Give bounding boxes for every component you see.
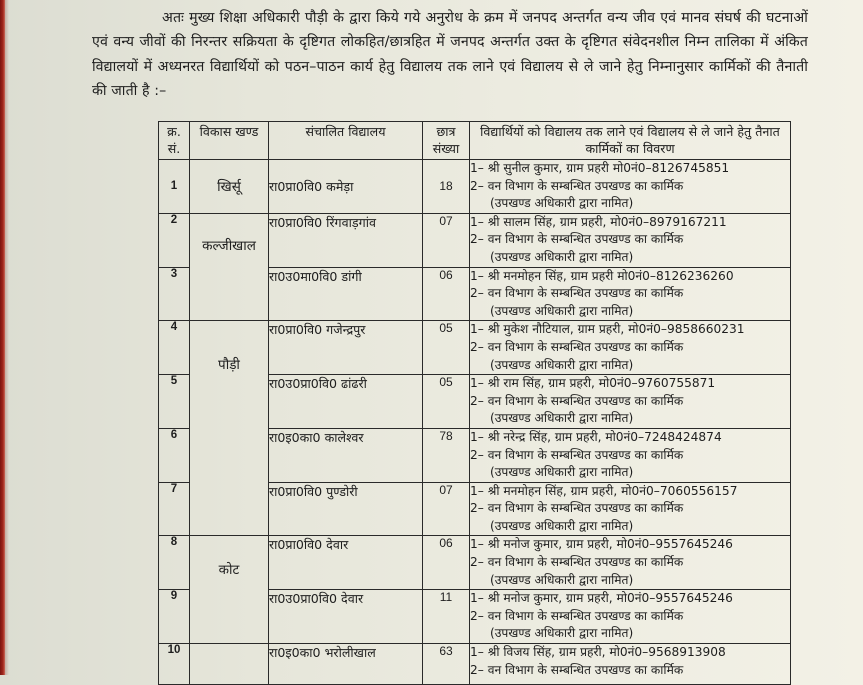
table-row [159,536,791,590]
block-name [190,644,269,685]
staff-details [470,213,791,267]
serial-number: 2 [159,213,190,267]
serial-number: 5 [159,375,190,429]
staff-line-3: (उपखण्ड अधिकारी द्वारा नामित) [490,411,634,426]
school-name: रा0उ0प्रा0वि0 ढांढरी [269,375,423,429]
staff-line-1: 1– श्री मनोज कुमार, ग्राम प्रहरी, मो0नं0–9557645246 [470,537,733,552]
student-count: 06 [423,536,470,590]
student-count: 07 [423,482,470,536]
header-student-count: छात्र संख्या [423,122,470,160]
staff-line-3: (उपखण्ड अधिकारी द्वारा नामित) [490,303,634,318]
staff-line-1: 1– श्री सालम सिंह, ग्राम प्रहरी, मो0नं0–8979167211 [470,214,727,229]
block-name: खिर्सू [190,160,269,214]
staff-line-2: 2– वन विभाग के सम्बन्धित उपखण्ड का कार्मिक [470,662,684,677]
school-name: रा0प्रा0वि0 पुण्डोरी [269,482,423,536]
table-row [159,321,791,375]
student-count: 11 [423,590,470,644]
school-name: रा0उ0मा0वि0 डांगी [269,267,423,321]
block-name: पौड़ी [190,321,269,536]
header-staff-details: विद्यार्थियों को विद्यालय तक लाने एवं विद्यालय से ले जाने हेतु तैनात कार्मिकों का विवरण [470,122,791,160]
staff-line-1: 1– श्री विजय सिंह, ग्राम प्रहरी, मो0नं0–9568913908 [470,645,726,660]
school-name: रा0प्रा0वि0 रिंगवाड़गांव [269,213,423,267]
staff-details [470,267,791,321]
student-count: 05 [423,321,470,375]
staff-line-1: 1– श्री राम सिंह, ग्राम प्रहरी, मो0नं0–9760755871 [470,376,716,391]
school-name: रा0इ0का0 भरोलीखाल [269,644,423,685]
school-name: रा0प्रा0वि0 देवार [269,536,423,590]
serial-number: 10 [159,644,190,685]
staff-line-1: 1– श्री मनमोहन सिंह, ग्राम प्रहरी मो0नं0–8126236260 [470,268,734,283]
staff-line-1: 1– श्री सुनील कुमार, ग्राम प्रहरी मो0नं0–8126745851 [470,161,730,175]
school-name: रा0प्रा0वि0 गजेन्द्रपुर [269,321,423,375]
serial-number: 8 [159,536,190,590]
staff-details [470,590,791,644]
staff-details [470,536,791,590]
staff-line-2: 2– वन विभाग के सम्बन्धित उपखण्ड का कार्मिक [470,608,684,623]
school-name: रा0उ0प्रा0वि0 देवार [269,590,423,644]
staff-line-3: (उपखण्ड अधिकारी द्वारा नामित) [490,572,634,587]
header-sno: क्र. सं. [159,122,190,160]
staff-line-3: (उपखण्ड अधिकारी द्वारा नामित) [490,357,634,372]
staff-details [470,375,791,429]
staff-details [470,644,791,685]
staff-line-2: 2– वन विभाग के सम्बन्धित उपखण्ड का कार्मिक [470,286,684,301]
table-row [159,160,791,214]
serial-number: 7 [159,482,190,536]
table-row [159,213,791,267]
serial-number: 1 [159,160,190,214]
school-name: रा0प्रा0वि0 कमेड़ा [269,160,423,214]
intro-paragraph: अतः मुख्य शिक्षा अधिकारी पौड़ी के द्वारा किये गये अनुरोध के क्रम में जनपद अन्तर्गत वन्य जीव एवं मानव संघर्ष की घटनाओं एवं वन्य जीवों की निरन्तर सक्रियता के दृष्टिगत लोकहित/छात्रहित में जनपद अन्तर्गत उक्त के दृष्टिगत संवेदनशील निम्न तालिका में अंकित विद्यालयों में अध्यनरत विद्यार्थियों को पठन–पाठन कार्य हेतु विद्यालय तक लाने एवं विद्यालय से ले जाने हेतु निम्नानुसार कार्मिकों की तैनाती की जाती है :– [92,10,808,100]
staff-line-2: 2– वन विभाग के सम्बन्धित उपखण्ड का कार्मिक [470,339,684,354]
staff-line-2: 2– वन विभाग के सम्बन्धित उपखण्ड का कार्मिक [470,555,684,570]
serial-number: 6 [159,428,190,482]
serial-number: 3 [159,267,190,321]
block-name: कोट [190,536,269,644]
staff-details [470,160,791,214]
table-row [159,644,791,685]
intro-paragraph-container [92,6,808,104]
table-header-row [159,122,791,160]
serial-number: 9 [159,590,190,644]
student-count: 18 [423,160,470,214]
student-count: 63 [423,644,470,685]
staff-details [470,482,791,536]
staff-line-3: (उपखण्ड अधिकारी द्वारा नामित) [490,626,634,641]
staff-details [470,428,791,482]
serial-number: 4 [159,321,190,375]
student-count: 07 [423,213,470,267]
staff-line-1: 1– श्री मनोज कुमार, ग्राम प्रहरी, मो0नं0–9557645246 [470,591,733,606]
staff-line-3: (उपखण्ड अधिकारी द्वारा नामित) [490,196,634,211]
student-count: 06 [423,267,470,321]
block-name: कल्जीखाल [190,213,269,321]
staff-line-2: 2– वन विभाग के सम्बन्धित उपखण्ड का कार्मिक [470,232,684,247]
staff-line-2: 2– वन विभाग के सम्बन्धित उपखण्ड का कार्मिक [470,501,684,516]
staff-line-2: 2– वन विभाग के सम्बन्धित उपखण्ड का कार्मिक [470,178,684,193]
staff-line-3: (उपखण्ड अधिकारी द्वारा नामित) [490,249,634,264]
page-edge-shadow [5,0,9,675]
student-count: 78 [423,428,470,482]
staff-details [470,321,791,375]
staff-line-2: 2– वन विभाग के सम्बन्धित उपखण्ड का कार्मिक [470,447,684,462]
school-name: रा0इ0का0 कालेश्वर [269,428,423,482]
header-block: विकास खण्ड [190,122,269,160]
staff-line-3: (उपखण्ड अधिकारी द्वारा नामित) [490,518,634,533]
staff-line-1: 1– श्री मनमोहन सिंह, ग्राम प्रहरी, मो0नं0–7060556157 [470,483,738,498]
student-count: 05 [423,375,470,429]
staff-deployment-table [158,121,791,685]
staff-line-2: 2– वन विभाग के सम्बन्धित उपखण्ड का कार्मिक [470,393,684,408]
staff-line-1: 1– श्री मुकेश नौटियाल, ग्राम प्रहरी, मो0नं0–9858660231 [470,322,745,337]
header-school: संचालित विद्यालय [269,122,423,160]
staff-line-3: (उपखण्ड अधिकारी द्वारा नामित) [490,465,634,480]
staff-line-1: 1– श्री नरेन्द्र सिंह, ग्राम प्रहरी, मो0नं0–7248424874 [470,429,722,444]
